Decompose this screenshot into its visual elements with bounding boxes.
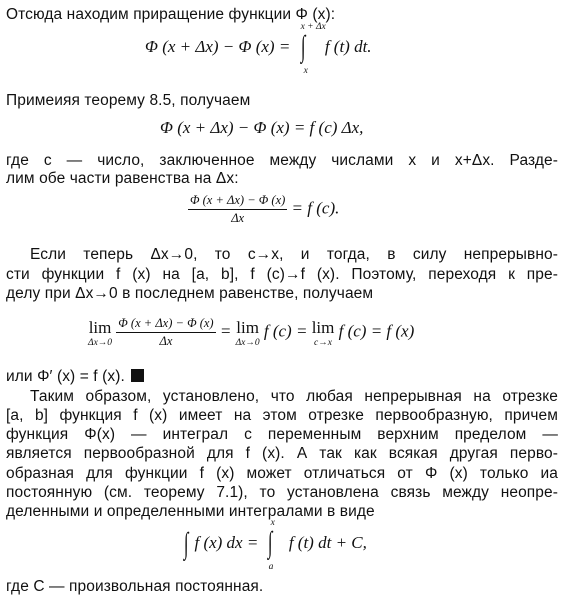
text-line: деленными и определенными интегралами в виде [6, 503, 375, 520]
limit-3: lim c→x [311, 317, 335, 348]
text-line: Таким образом, установлено, что любая непрерывная на отрезке [30, 388, 558, 405]
formula-lhs: f (x) dx = [194, 532, 259, 552]
numerator: Φ (x + Δx) − Φ (x) [188, 193, 287, 210]
text-line: Примеияя теорему 8.5, получаем [6, 92, 251, 109]
integral-sign-icon: ∫ [300, 30, 305, 63]
lower-limit: a [268, 562, 274, 572]
text-line: сти функции f (x) на [a, b], f (c)→f (x). Поэтому, переходя к пре- [6, 266, 558, 283]
text-line: где C — произвольная постоянная. [6, 578, 264, 595]
text-line: постоянную (см. теорему 7.1), то установлена связь между неопре- [6, 484, 558, 501]
formula-increment [145, 22, 372, 76]
text-line: является первообразной для f (x). А так как всякая другая перво- [6, 445, 558, 462]
fraction [188, 193, 287, 226]
upper-limit: x [270, 518, 275, 528]
end-of-proof-icon [131, 369, 144, 382]
text-line: функция Φ(x) — интеграл с переменным верхним пределом — [6, 426, 558, 443]
formula-ratio [188, 193, 339, 226]
derivative-statement: или Φ′ (x) = f (x). [6, 368, 125, 385]
limit-2: lim Δx→0 [235, 317, 260, 348]
formula-end: f (c) = f (x) [338, 321, 415, 341]
text-line: делу при Δx→0 в последнем равенстве, получаем [6, 285, 374, 302]
definite-integral [263, 518, 285, 572]
text-line [6, 368, 144, 386]
text-line: Если теперь Δx→0, то c→x, и тогда, в силу непрерывно- [30, 246, 558, 263]
formula-limit [88, 316, 414, 349]
text-line: где c — число, заключенное между числами x и x+Δx. Разде- [6, 152, 558, 169]
definite-integral [295, 22, 326, 76]
numerator: Φ (x + Δx) − Φ (x) [116, 316, 215, 333]
denominator: Δx [159, 334, 173, 348]
formula-newton-leibniz [182, 518, 367, 572]
equals-sign: = [219, 321, 232, 341]
formula-lhs: Φ (x + Δx) − Φ (x) = [145, 36, 291, 56]
formula-rhs: = f (c). [291, 198, 340, 218]
formula-middle: f (c) = [263, 321, 308, 341]
formula-rhs: f (t) dt. [324, 36, 372, 56]
denominator: Δx [231, 211, 245, 225]
text-line: образная для функции f (x) может отличаться от Φ (x) только иа [6, 465, 558, 482]
formula-mean-value: Φ (x + Δx) − Φ (x) = f (c) Δx, [160, 118, 364, 137]
lower-limit: x [303, 66, 308, 76]
text-line: [a, b] функция f (x) имеет на этом отрезке первообразную, причем [6, 407, 558, 424]
fraction [116, 316, 215, 349]
upper-limit: x + Δx [300, 22, 326, 32]
limit-1: lim Δx→0 [88, 317, 113, 348]
text-line: Отсюда находим приращение функции Φ (x): [6, 6, 336, 23]
integral-sign-icon: ∫ [183, 527, 189, 560]
text-line: лим обе части равенства на Δx: [6, 170, 239, 187]
formula-rhs: f (t) dt + C, [288, 532, 367, 552]
integral-sign-icon: ∫ [267, 526, 272, 559]
